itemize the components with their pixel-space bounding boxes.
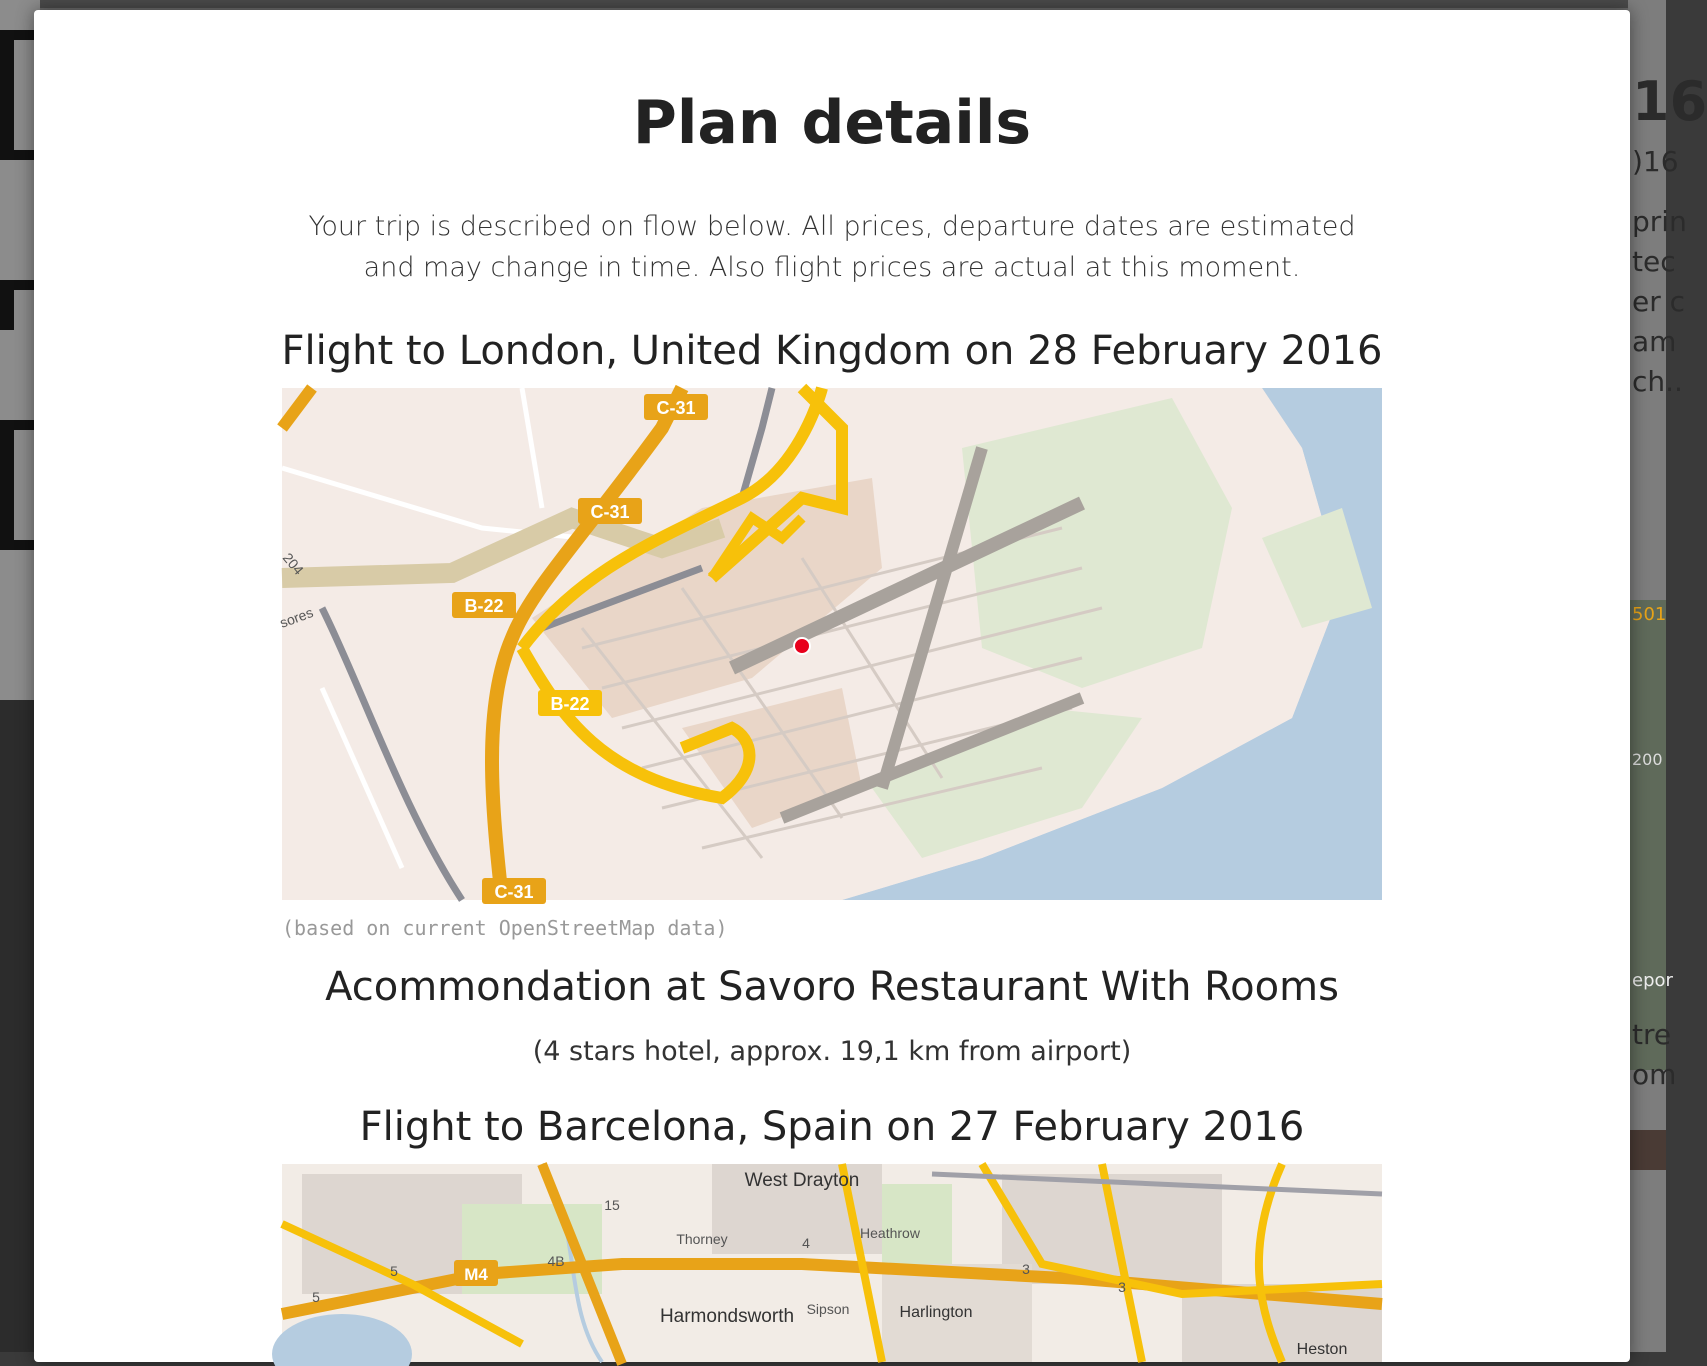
junction-label: 4 — [802, 1235, 810, 1251]
road-label: C-31 — [590, 502, 630, 522]
background-text: 200 — [1632, 750, 1663, 769]
london-area-map[interactable] — [282, 1164, 1382, 1362]
background-text: am — [1632, 325, 1677, 358]
junction-label: 5 — [390, 1263, 398, 1279]
background-photo — [1628, 1130, 1666, 1170]
background-topbar — [0, 0, 1666, 8]
junction-label: 3 — [1022, 1261, 1030, 1277]
background-text: tre — [1632, 1018, 1672, 1051]
junction-label: 4B — [547, 1253, 565, 1269]
place-label: West Drayton — [744, 1170, 860, 1191]
junction-label: 3 — [1118, 1279, 1126, 1295]
background-text: )16 — [1632, 145, 1679, 178]
london-area-map-svg — [282, 1164, 1382, 1362]
modal-intro-text: Your trip is described on flow below. All prices, departure dates are estimated and may change in time. Also flight prices are actual at this moment. — [308, 211, 1356, 283]
accommodation-heading: Acommondation at Savoro Restaurant With Rooms — [325, 964, 1339, 1010]
airport-map-svg — [277, 388, 1382, 902]
flight-barcelona-heading: Flight to Barcelona, Spain on 27 February 2016 — [359, 1104, 1305, 1150]
plan-details-modal — [34, 10, 1630, 1362]
background-text: 16 — [1632, 70, 1707, 133]
map-attribution: (based on current OpenStreetMap data) — [282, 916, 728, 940]
background-map — [1628, 600, 1673, 1070]
road-label: C-31 — [494, 882, 534, 902]
location-marker-icon — [794, 638, 810, 654]
flight-london-heading: Flight to London, United Kingdom on 28 February 2016 — [281, 328, 1383, 374]
background-text: ch.. — [1632, 365, 1683, 398]
place-label: Thorney — [676, 1231, 728, 1247]
road-label: C-31 — [656, 398, 696, 418]
road-label: 204 — [279, 549, 307, 578]
background-text: tec — [1632, 245, 1676, 278]
background-text: prin — [1632, 205, 1687, 238]
junction-label: 15 — [604, 1197, 620, 1213]
place-label: Harmondsworth — [659, 1306, 795, 1327]
road-label: B-22 — [550, 694, 590, 714]
airport-map[interactable] — [277, 388, 1382, 902]
background-text: 501 — [1632, 604, 1667, 625]
road-label: M4 — [464, 1265, 488, 1284]
place-label: Heston — [1296, 1341, 1348, 1358]
road-label: B-22 — [464, 596, 504, 616]
background-text: om — [1632, 1058, 1677, 1091]
background-right-panel — [1628, 0, 1707, 1352]
place-label: Sipson — [806, 1301, 850, 1317]
background-text: er c — [1632, 285, 1686, 318]
junction-label: 5 — [312, 1289, 320, 1305]
place-label: Heathrow — [860, 1225, 920, 1241]
place-label: sores — [277, 604, 316, 631]
hotel-details: (4 stars hotel, approx. 19,1 km from airport) — [532, 1036, 1132, 1067]
background-text: epor — [1632, 970, 1673, 991]
modal-title: Plan details — [632, 88, 1032, 158]
place-label: Harlington — [899, 1304, 973, 1321]
